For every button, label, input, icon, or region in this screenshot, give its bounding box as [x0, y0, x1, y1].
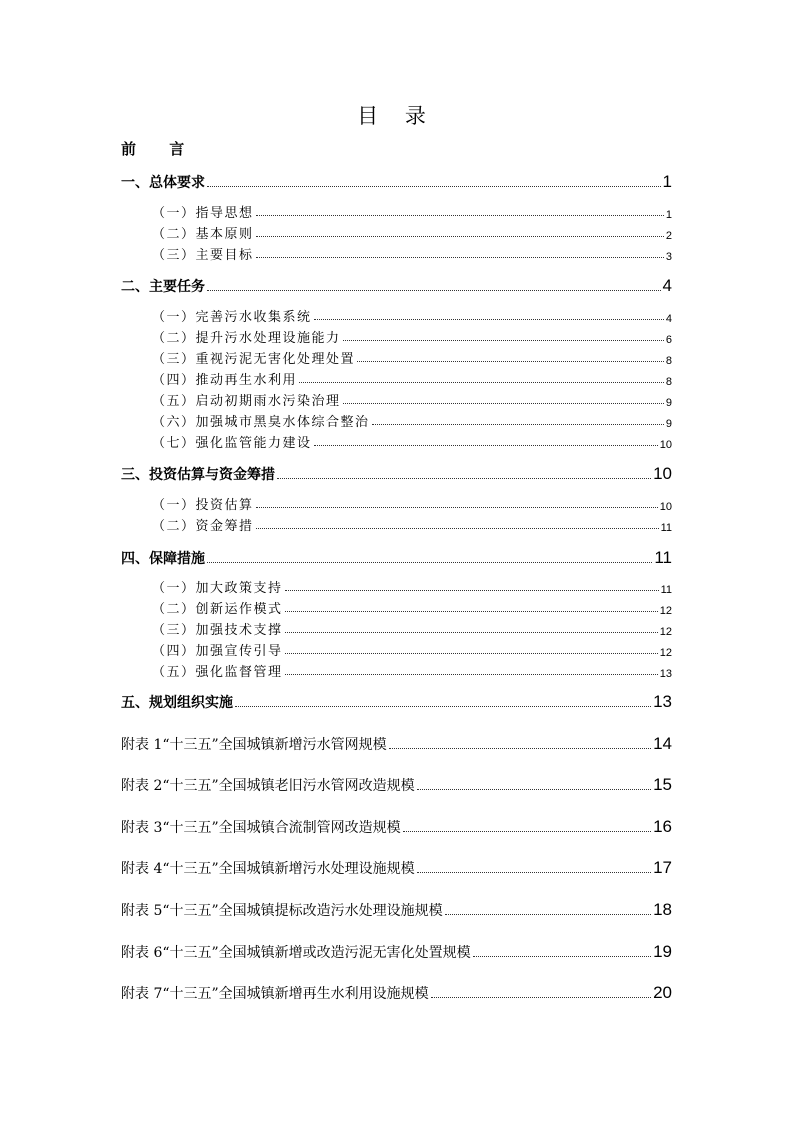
toc-subsection-2-1[interactable]: [152, 305, 672, 325]
leader-dots: [314, 319, 664, 320]
toc-appendix-label: 附表 3“十三五”全国城镇合流制管网改造规模: [121, 820, 401, 836]
toc-appendix-label: 附表 5“十三五”全国城镇提标改造污水处理设施规模: [121, 903, 443, 919]
toc-page-number: 10: [659, 439, 672, 451]
toc-page-number: 11: [660, 584, 672, 596]
leader-dots: [207, 186, 661, 187]
leader-dots: [285, 653, 658, 654]
toc-subsection-2-2[interactable]: [152, 326, 672, 346]
leader-dots: [207, 562, 652, 563]
toc-page-number: 3: [665, 251, 672, 263]
leader-dots: [299, 382, 664, 383]
toc-subsection-label: （二）基本原则: [152, 227, 254, 242]
leader-dots: [314, 445, 658, 446]
toc-appendix-1[interactable]: [121, 730, 672, 754]
toc-section-5[interactable]: [121, 688, 672, 712]
toc-appendix-4[interactable]: [121, 854, 672, 878]
toc-subsection-2-6[interactable]: [152, 410, 672, 430]
leader-dots: [389, 748, 651, 749]
toc-page-number: 20: [653, 983, 672, 1002]
toc-page-number: 6: [665, 334, 672, 346]
toc-page-number: 1: [665, 209, 672, 221]
toc-page-number: 10: [659, 501, 672, 513]
toc-appendix-label: 附表 2“十三五”全国城镇老旧污水管网改造规模: [121, 778, 415, 794]
toc-subsection-label: （一）投资估算: [152, 498, 254, 513]
toc-subsection-label: （二）提升污水处理设施能力: [152, 331, 341, 346]
toc-section-4[interactable]: [121, 544, 672, 568]
leader-dots: [473, 956, 651, 957]
toc-appendix-label: 附表 6“十三五”全国城镇新增或改造污泥无害化处置规模: [121, 945, 471, 961]
toc-appendix-5[interactable]: [121, 896, 672, 920]
toc-section-label: 三、投资估算与资金筹措: [121, 467, 275, 483]
leader-dots: [357, 361, 664, 362]
toc-subsection-label: （一）完善污水收集系统: [152, 310, 312, 325]
toc-page-number: 9: [665, 397, 672, 409]
toc-subsection-label: （一）指导思想: [152, 206, 254, 221]
toc-page-number: 12: [659, 626, 672, 638]
toc-page-number: 18: [653, 900, 672, 919]
toc-subsection-4-4[interactable]: [152, 639, 672, 659]
toc-page-number: 12: [659, 605, 672, 617]
toc-subsection-4-3[interactable]: [152, 618, 672, 638]
toc-subsection-4-2[interactable]: [152, 597, 672, 617]
toc-page-number: 8: [665, 376, 672, 388]
leader-dots: [235, 706, 651, 707]
toc-section-label: 四、保障措施: [121, 551, 205, 567]
leader-dots: [285, 611, 658, 612]
toc-appendix-label: 附表 1“十三五”全国城镇新增污水管网规模: [121, 737, 387, 753]
toc-title: 目 录: [357, 104, 436, 128]
toc-subsection-label: （六）加强城市黑臭水体综合整治: [152, 415, 370, 430]
toc-subsection-3-2[interactable]: [152, 514, 672, 534]
leader-dots: [256, 215, 664, 216]
toc-page-number: 13: [653, 692, 672, 711]
toc-section-1[interactable]: [121, 168, 672, 192]
toc-page-number: 1: [662, 172, 672, 191]
toc-subsection-label: （四）推动再生水利用: [152, 373, 298, 388]
toc-page-number: 4: [662, 276, 672, 295]
toc-appendix-2[interactable]: [121, 771, 672, 795]
toc-subsection-2-5[interactable]: [152, 389, 672, 409]
leader-dots: [403, 831, 651, 832]
toc-page-number: 2: [665, 230, 672, 242]
leader-dots: [431, 997, 651, 998]
toc-subsection-label: （五）强化监督管理: [152, 665, 283, 680]
leader-dots: [445, 914, 651, 915]
toc-appendix-6[interactable]: [121, 938, 672, 962]
toc-section-label: 一、总体要求: [121, 175, 205, 191]
toc-section-label: 五、规划组织实施: [121, 695, 233, 711]
leader-dots: [285, 674, 658, 675]
toc-subsection-label: （二）创新运作模式: [152, 602, 283, 617]
toc-page-number: 12: [659, 647, 672, 659]
toc-subsection-4-5[interactable]: [152, 660, 672, 680]
toc-page-number: 19: [653, 942, 672, 961]
leader-dots: [343, 340, 664, 341]
toc-subsection-1-2[interactable]: [152, 222, 672, 242]
leader-dots: [285, 590, 659, 591]
toc-page-number: 14: [653, 734, 672, 753]
leader-dots: [343, 403, 664, 404]
toc-page-number: 11: [660, 522, 672, 534]
toc-subsection-3-1[interactable]: [152, 493, 672, 513]
toc-page-number: 11: [654, 548, 672, 567]
toc-subsection-label: （三）加强技术支撑: [152, 623, 283, 638]
leader-dots: [417, 789, 651, 790]
preface-heading: 前 言: [121, 140, 199, 158]
toc-subsection-label: （五）启动初期雨水污染治理: [152, 394, 341, 409]
leader-dots: [256, 236, 664, 237]
leader-dots: [277, 478, 651, 479]
toc-section-label: 二、主要任务: [121, 279, 205, 295]
toc-page-number: 15: [653, 775, 672, 794]
toc-subsection-label: （三）重视污泥无害化处理处置: [152, 352, 356, 367]
leader-dots: [256, 257, 664, 258]
toc-subsection-2-3[interactable]: [152, 347, 672, 367]
toc-subsection-label: （一）加大政策支持: [152, 581, 283, 596]
toc-subsection-label: （二）资金筹措: [152, 519, 254, 534]
toc-page-number: 13: [659, 668, 672, 680]
toc-subsection-label: （三）主要目标: [152, 248, 254, 263]
leader-dots: [256, 528, 659, 529]
toc-subsection-2-4[interactable]: [152, 368, 672, 388]
leader-dots: [285, 632, 658, 633]
toc-appendix-7[interactable]: [121, 979, 672, 1003]
leader-dots: [207, 290, 661, 291]
leader-dots: [372, 424, 664, 425]
toc-subsection-1-3[interactable]: [152, 243, 672, 263]
toc-subsection-label: （四）加强宣传引导: [152, 644, 283, 659]
toc-page-number: 10: [653, 464, 672, 483]
toc-page-number: 17: [653, 858, 672, 877]
toc-section-2[interactable]: [121, 272, 672, 296]
toc-subsection-4-1[interactable]: [152, 576, 672, 596]
toc-section-3[interactable]: [121, 460, 672, 484]
toc-appendix-label: 附表 4“十三五”全国城镇新增污水处理设施规模: [121, 861, 415, 877]
toc-appendix-label: 附表 7“十三五”全国城镇新增再生水利用设施规模: [121, 986, 429, 1002]
toc-subsection-label: （七）强化监管能力建设: [152, 436, 312, 451]
toc-subsection-1-1[interactable]: [152, 201, 672, 221]
toc-page-number: 8: [665, 355, 672, 367]
leader-dots: [417, 872, 651, 873]
leader-dots: [256, 507, 658, 508]
toc-subsection-2-7[interactable]: [152, 431, 672, 451]
toc-appendix-3[interactable]: [121, 813, 672, 837]
toc-page-number: 4: [665, 313, 672, 325]
toc-page-number: 16: [653, 817, 672, 836]
toc-page-number: 9: [665, 418, 672, 430]
